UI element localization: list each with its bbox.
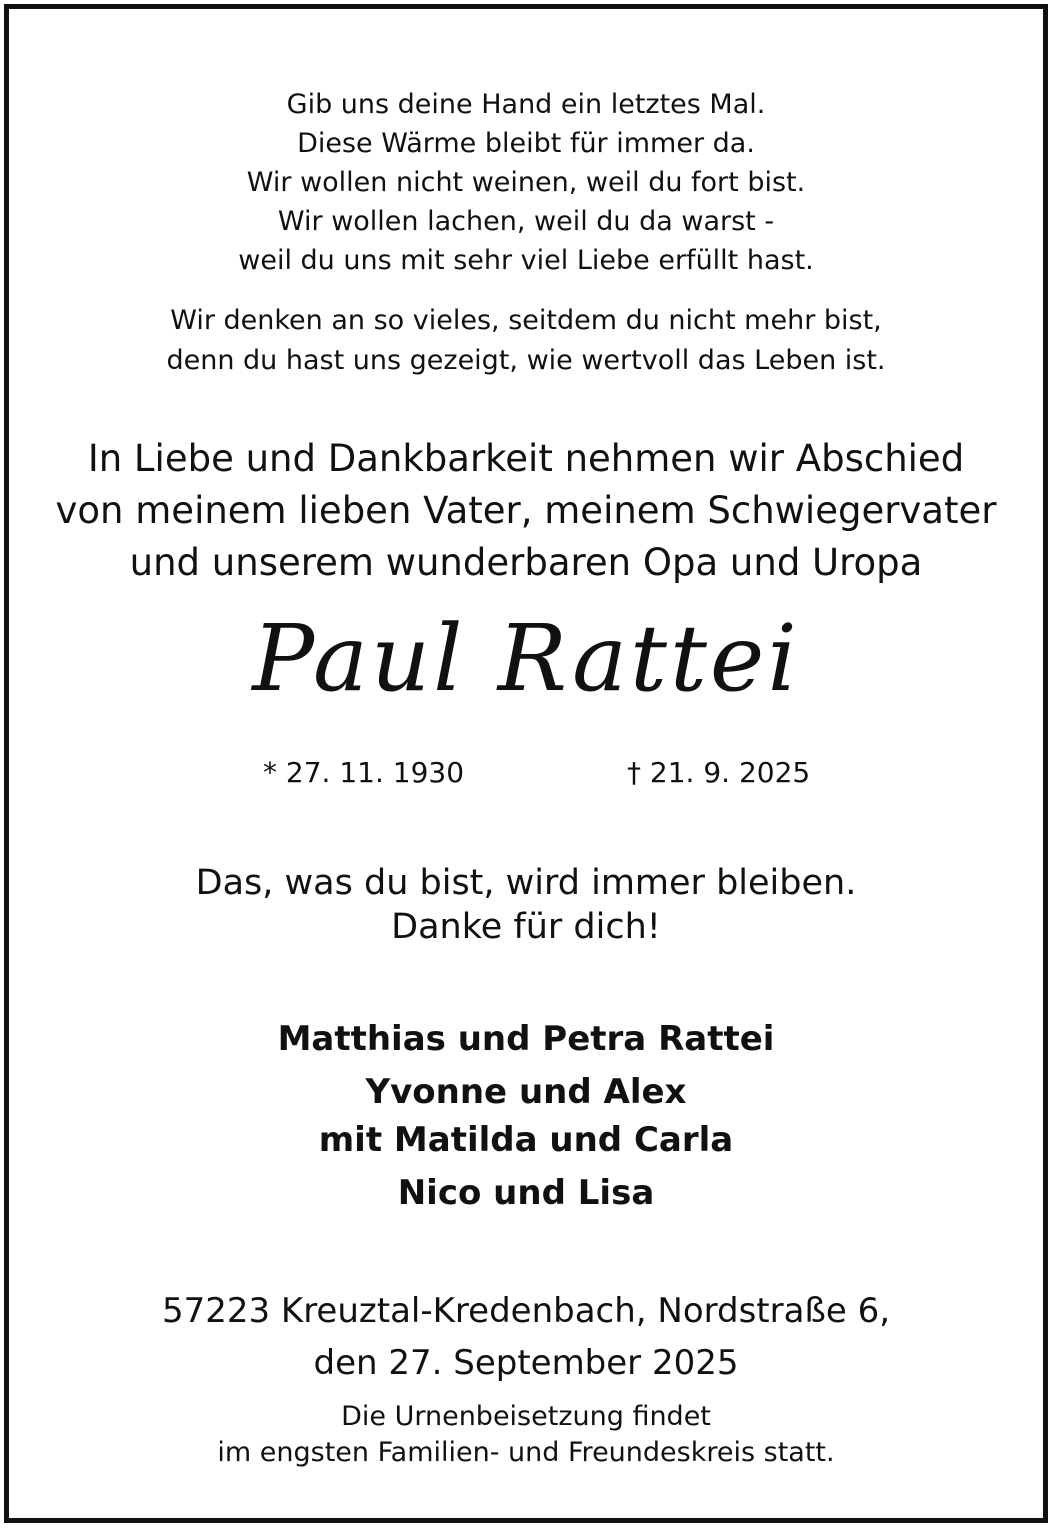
farewell-text <box>9 433 1043 589</box>
poem-line: Wir wollen nicht weinen, weil du fort bist. <box>246 167 806 198</box>
closing-quote <box>9 861 1043 949</box>
date-line: den 27. September 2025 <box>313 1343 739 1383</box>
mourner-line: Nico und Lisa <box>397 1173 655 1213</box>
poem-line: Diese Wärme bleibt für immer da. <box>297 128 755 159</box>
birth-date: * 27. 11. 1930 <box>263 756 465 789</box>
obituary-notice <box>4 4 1048 1523</box>
poem-line: weil du uns mit sehr viel Liebe erfüllt hast. <box>238 245 814 276</box>
farewell-line: In Liebe und Dankbarkeit nehmen wir Abschied <box>87 437 965 480</box>
quote-line: Das, was du bist, wird immer bleiben. <box>195 863 857 903</box>
mourner-line: Matthias und Petra Rattei <box>277 1019 775 1059</box>
note-line: Die Urnenbeisetzung findet <box>341 1401 711 1432</box>
note-line: im engsten Familien- und Freundeskreis statt. <box>217 1437 835 1468</box>
mourner-line: Yvonne und Alex <box>365 1072 687 1112</box>
farewell-line: von meinem lieben Vater, meinem Schwiegervater <box>55 489 997 532</box>
quote-line: Danke für dich! <box>391 907 661 947</box>
poem-line: denn du hast uns gezeigt, wie wertvoll das Leben ist. <box>166 345 886 376</box>
mourner-line: mit Matilda und Carla <box>318 1120 734 1160</box>
poem-stanza-2 <box>9 301 1043 381</box>
burial-note <box>9 1399 1043 1471</box>
poem-line: Wir denken an so vieles, seitdem du nicht mehr bist, <box>170 305 882 336</box>
poem-stanza-1 <box>9 85 1043 280</box>
address-line: 57223 Kreuztal-Kredenbach, Nordstraße 6, <box>161 1291 891 1331</box>
deceased-name: Paul Rattei <box>252 605 800 712</box>
life-dates <box>9 751 1043 795</box>
farewell-line: und unserem wunderbaren Opa und Uropa <box>129 541 923 584</box>
address-and-date <box>9 1285 1043 1389</box>
poem-line: Wir wollen lachen, weil du da warst - <box>277 206 775 237</box>
poem-line: Gib uns deine Hand ein letztes Mal. <box>286 89 766 120</box>
death-date: † 21. 9. 2025 <box>627 756 811 789</box>
mourners-list <box>9 1015 1043 1217</box>
